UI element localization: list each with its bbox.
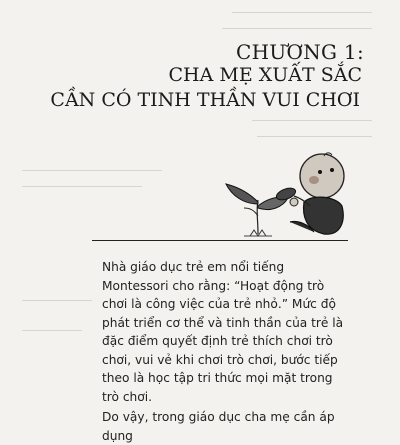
baby-gardening-illustration — [224, 150, 354, 242]
chapter-title-line-2: CẦN CÓ TINH THẦN VUI CHƠI — [50, 89, 360, 111]
plant-icon — [226, 184, 288, 236]
chapter-title-line-1: CHA MẸ XUẤT SẮC — [168, 64, 362, 86]
chapter-number: CHƯƠNG 1: — [236, 40, 364, 64]
body-text — [102, 258, 346, 445]
section-divider — [92, 240, 348, 241]
paragraph-2: Do vậy, trong giáo dục cha mẹ cần áp dụng — [102, 410, 335, 443]
baby-icon — [275, 153, 344, 234]
paragraph-1: Nhà giáo dục trẻ em nổi tiếng Montessori cho rằng: “Hoạt động trò chơi là công việc của trẻ nhỏ.” Mức độ phát triển cơ thể và tinh thần của trẻ là đặc điểm quyết định trẻ thích chơi trò chơi, vui vẻ khi chơi trò chơi, bước tiếp theo là học tập tri thức mọi mặt trong trò chơi. — [102, 260, 344, 404]
